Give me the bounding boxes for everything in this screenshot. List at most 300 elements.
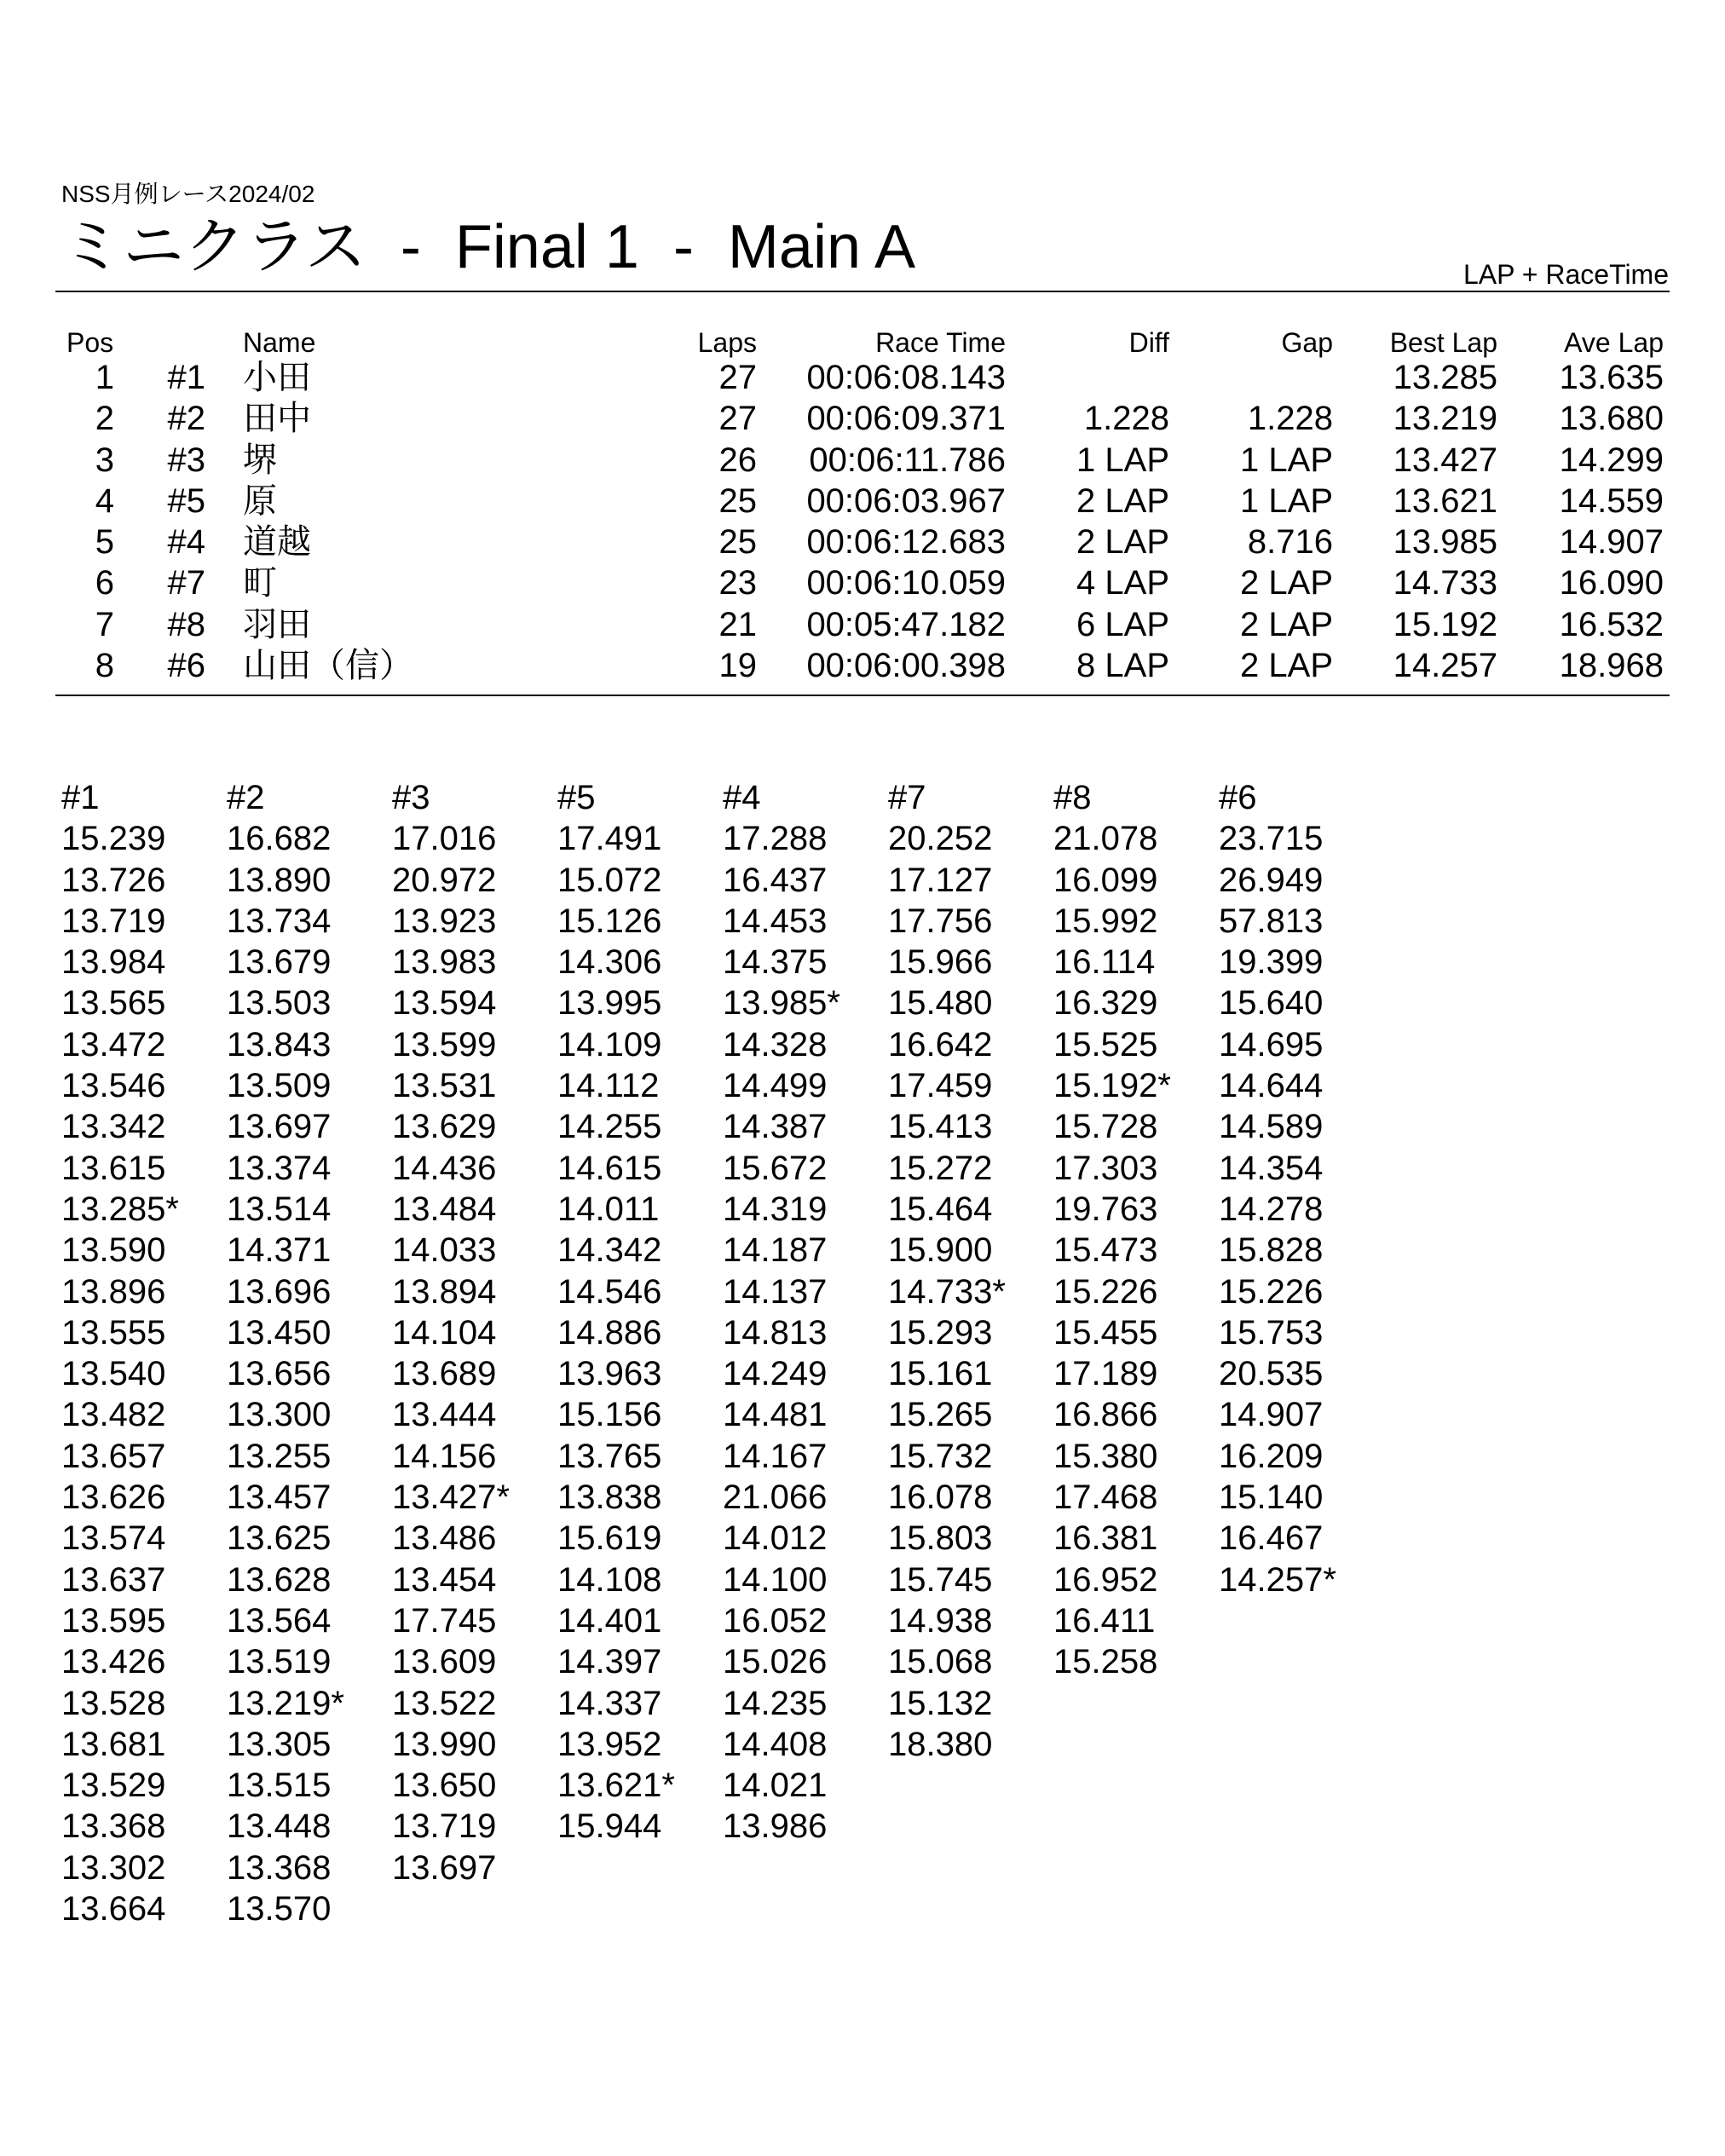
lap-time-cell: 16.642 xyxy=(888,1025,993,1064)
lap-time-cell: 13.546 xyxy=(61,1067,166,1105)
lap-time-cell: 15.272 xyxy=(888,1149,993,1187)
lap-time-cell: 13.890 xyxy=(227,861,332,899)
page-title: ミニクラス - Final 1 - Main A xyxy=(61,213,916,281)
row-best-lap: 14.257 xyxy=(1393,647,1497,685)
lap-time-cell: 13.509 xyxy=(227,1067,332,1105)
lap-time-cell: 14.354 xyxy=(1219,1149,1324,1187)
row-best-lap: 13.219 xyxy=(1393,400,1497,438)
table-row xyxy=(0,645,1725,686)
row-car-number: #6 xyxy=(167,647,205,685)
lap-time-cell: 14.401 xyxy=(557,1601,662,1640)
lap-time-cell: 14.235 xyxy=(723,1684,828,1722)
lap-time-cell: 13.529 xyxy=(61,1767,166,1805)
lap-time-cell: 13.896 xyxy=(61,1272,166,1311)
lap-time-cell: 13.514 xyxy=(227,1190,332,1228)
lap-time-cell: 15.380 xyxy=(1053,1437,1158,1475)
lap-time-cell: 14.342 xyxy=(557,1231,662,1270)
lap-column xyxy=(557,777,723,1929)
lap-time-cell: 13.427* xyxy=(392,1479,510,1517)
lap-time-cell: 14.387 xyxy=(723,1108,828,1146)
lap-time-cell: 13.983 xyxy=(392,943,497,982)
lap-time-cell: 13.637 xyxy=(61,1560,166,1599)
lap-time-cell: 15.525 xyxy=(1053,1025,1158,1064)
lap-time-cell: 14.733* xyxy=(888,1272,1006,1311)
lap-time-cell: 13.838 xyxy=(557,1479,662,1517)
lap-time-cell: 15.126 xyxy=(557,902,662,940)
lap-time-cell: 14.644 xyxy=(1219,1067,1324,1105)
lap-time-cell: 13.305 xyxy=(227,1725,332,1763)
lap-time-cell: 14.021 xyxy=(723,1767,828,1805)
lap-time-cell: 13.374 xyxy=(227,1149,332,1187)
lap-time-cell: 14.375 xyxy=(723,943,828,982)
lap-time-cell: 14.436 xyxy=(392,1149,497,1187)
row-driver-name: 田中 xyxy=(243,400,311,438)
lap-time-cell: 15.728 xyxy=(1053,1108,1158,1146)
lap-time-cell: 16.052 xyxy=(723,1601,828,1640)
lap-time-cell: 17.288 xyxy=(723,820,828,858)
event-subtitle: NSS月例レース2024/02 xyxy=(61,181,315,207)
lap-time-cell: 15.161 xyxy=(888,1355,993,1393)
lap-time-cell: 13.595 xyxy=(61,1601,166,1640)
lap-time-cell: 20.252 xyxy=(888,820,993,858)
col-diff-header: Diff xyxy=(1128,327,1169,358)
lap-time-cell: 14.167 xyxy=(723,1437,828,1475)
lap-column xyxy=(888,777,1053,1929)
row-ave-lap: 14.299 xyxy=(1559,441,1664,479)
row-pos: 6 xyxy=(95,564,114,602)
lap-time-cell: 13.726 xyxy=(61,861,166,899)
lap-time-cell: 15.992 xyxy=(1053,902,1158,940)
lap-time-cell: 13.531 xyxy=(392,1067,497,1105)
lap-time-cell: 13.564 xyxy=(227,1601,332,1640)
row-race-time: 00:06:09.371 xyxy=(806,400,1006,438)
lap-time-cell: 15.619 xyxy=(557,1519,662,1558)
lap-time-cell: 14.938 xyxy=(888,1601,993,1640)
lap-time-cell: 13.679 xyxy=(227,943,332,982)
row-laps: 25 xyxy=(718,481,757,520)
lap-column xyxy=(1219,777,1384,1929)
row-driver-name: 山田（信） xyxy=(243,647,413,685)
lap-column-header: #5 xyxy=(557,779,596,816)
lap-time-cell: 13.719 xyxy=(392,1807,497,1846)
lap-time-cell: 13.482 xyxy=(61,1396,166,1434)
lap-time-cell: 13.657 xyxy=(61,1437,166,1475)
lap-time-cell: 15.068 xyxy=(888,1643,993,1681)
lap-time-cell: 13.503 xyxy=(227,984,332,1023)
lap-time-cell: 14.371 xyxy=(227,1231,332,1270)
col-ave-lap-header: Ave Lap xyxy=(1564,327,1664,358)
col-name-header: Name xyxy=(243,327,316,358)
lap-column-header: #6 xyxy=(1219,779,1257,816)
col-gap-header: Gap xyxy=(1281,327,1333,358)
lap-time-cell: 16.099 xyxy=(1053,861,1158,899)
results-table-header xyxy=(0,326,1725,360)
lap-time-cell: 14.278 xyxy=(1219,1190,1324,1228)
lap-time-cell: 13.594 xyxy=(392,984,497,1023)
lap-time-cell: 14.112 xyxy=(557,1067,660,1105)
lap-time-cell: 13.697 xyxy=(227,1108,332,1146)
lap-time-cell: 14.108 xyxy=(557,1560,662,1599)
lap-time-cell: 14.907 xyxy=(1219,1396,1324,1434)
lap-column-header: #4 xyxy=(723,779,761,816)
lap-time-cell: 13.923 xyxy=(392,902,497,940)
lap-time-cell: 13.454 xyxy=(392,1560,497,1599)
lap-time-cell: 13.689 xyxy=(392,1355,497,1393)
lap-time-cell: 14.499 xyxy=(723,1067,828,1105)
col-pos-header: Pos xyxy=(66,327,114,358)
lap-time-cell: 15.140 xyxy=(1219,1479,1324,1517)
lap-column xyxy=(227,777,392,1929)
row-best-lap: 14.733 xyxy=(1393,564,1497,602)
lap-time-cell: 16.078 xyxy=(888,1479,993,1517)
lap-time-cell: 17.756 xyxy=(888,902,993,940)
row-gap: 2 LAP xyxy=(1240,647,1333,685)
lap-column-header: #7 xyxy=(888,779,926,816)
lap-time-cell: 13.734 xyxy=(227,902,332,940)
lap-time-cell: 15.803 xyxy=(888,1519,993,1558)
lap-time-cell: 13.995 xyxy=(557,984,662,1023)
lap-time-cell: 16.329 xyxy=(1053,984,1158,1023)
row-pos: 4 xyxy=(95,481,114,520)
lap-time-cell: 13.302 xyxy=(61,1848,166,1887)
lap-time-cell: 19.399 xyxy=(1219,943,1324,982)
lap-time-cell: 16.437 xyxy=(723,861,828,899)
lap-time-cell: 13.621* xyxy=(557,1767,675,1805)
lap-time-cell: 23.715 xyxy=(1219,820,1324,858)
row-race-time: 00:06:12.683 xyxy=(806,523,1006,562)
row-diff: 1.228 xyxy=(1083,400,1169,438)
row-best-lap: 13.285 xyxy=(1393,359,1497,396)
row-diff: 4 LAP xyxy=(1076,564,1169,602)
table-row xyxy=(0,562,1725,603)
lap-time-cell: 13.255 xyxy=(227,1437,332,1475)
lap-time-cell: 13.574 xyxy=(61,1519,166,1558)
lap-time-cell: 14.481 xyxy=(723,1396,828,1434)
lap-time-cell: 13.894 xyxy=(392,1272,497,1311)
lap-time-cell: 13.629 xyxy=(392,1108,497,1146)
row-race-time: 00:06:03.967 xyxy=(806,481,1006,520)
row-diff: 2 LAP xyxy=(1076,481,1169,520)
lap-time-cell: 15.455 xyxy=(1053,1313,1158,1352)
lap-time-cell: 26.949 xyxy=(1219,861,1324,899)
lap-time-cell: 13.628 xyxy=(227,1560,332,1599)
row-race-time: 00:06:00.398 xyxy=(806,647,1006,685)
lap-time-cell: 15.828 xyxy=(1219,1231,1324,1270)
lap-time-cell: 13.697 xyxy=(392,1848,497,1887)
header-divider xyxy=(55,291,1670,292)
results-divider xyxy=(55,695,1670,696)
table-row xyxy=(0,440,1725,481)
lap-time-cell: 15.265 xyxy=(888,1396,993,1434)
lap-time-cell: 17.127 xyxy=(888,861,993,899)
lap-time-cell: 13.985* xyxy=(723,984,840,1023)
row-race-time: 00:06:11.786 xyxy=(809,441,1006,479)
row-car-number: #3 xyxy=(167,441,205,479)
lap-time-cell: 15.464 xyxy=(888,1190,993,1228)
lap-time-cell: 13.522 xyxy=(392,1684,497,1722)
col-race-time-header: Race Time xyxy=(875,327,1006,358)
row-driver-name: 堺 xyxy=(243,441,277,479)
lap-time-cell: 14.249 xyxy=(723,1355,828,1393)
lap-time-cell: 15.966 xyxy=(888,943,993,982)
lap-time-cell: 15.672 xyxy=(723,1149,828,1187)
table-row xyxy=(0,522,1725,562)
lap-time-cell: 13.528 xyxy=(61,1684,166,1722)
lap-time-cell: 14.813 xyxy=(723,1313,828,1352)
lap-time-cell: 15.732 xyxy=(888,1437,993,1475)
row-driver-name: 羽田 xyxy=(243,605,311,643)
lap-time-cell: 13.626 xyxy=(61,1479,166,1517)
row-car-number: #8 xyxy=(167,605,205,643)
row-car-number: #1 xyxy=(167,359,205,396)
row-best-lap: 13.621 xyxy=(1393,481,1497,520)
lap-time-cell: 17.303 xyxy=(1053,1149,1158,1187)
row-ave-lap: 14.907 xyxy=(1559,523,1664,562)
lap-column xyxy=(723,777,888,1929)
lap-time-cell: 14.337 xyxy=(557,1684,662,1722)
results-table-body xyxy=(0,357,1725,686)
lap-time-cell: 14.255 xyxy=(557,1108,662,1146)
row-diff: 6 LAP xyxy=(1076,605,1169,643)
row-laps: 25 xyxy=(718,523,757,562)
lap-time-cell: 14.137 xyxy=(723,1272,828,1311)
lap-time-cell: 13.664 xyxy=(61,1890,166,1928)
lap-time-cell: 13.565 xyxy=(61,984,166,1023)
row-car-number: #7 xyxy=(167,564,205,602)
lap-time-cell: 13.444 xyxy=(392,1396,497,1434)
lap-time-cell: 15.753 xyxy=(1219,1313,1324,1352)
lap-time-cell: 17.491 xyxy=(557,820,662,858)
lap-time-cell: 15.480 xyxy=(888,984,993,1023)
lap-time-cell: 17.189 xyxy=(1053,1355,1158,1393)
lap-time-cell: 14.011 xyxy=(557,1190,660,1228)
row-pos: 7 xyxy=(95,605,114,643)
lap-time-cell: 15.473 xyxy=(1053,1231,1158,1270)
lap-time-cell: 13.486 xyxy=(392,1519,497,1558)
row-pos: 8 xyxy=(95,647,114,685)
row-driver-name: 道越 xyxy=(243,523,311,562)
lap-time-cell: 15.900 xyxy=(888,1231,993,1270)
lap-time-cell: 14.589 xyxy=(1219,1108,1324,1146)
lap-time-cell: 14.109 xyxy=(557,1025,662,1064)
lap-time-cell: 13.472 xyxy=(61,1025,166,1064)
lap-time-cell: 13.570 xyxy=(227,1890,332,1928)
row-ave-lap: 16.532 xyxy=(1559,605,1664,643)
lap-time-cell: 13.615 xyxy=(61,1149,166,1187)
lap-time-cell: 15.745 xyxy=(888,1560,993,1599)
lap-time-cell: 13.990 xyxy=(392,1725,497,1763)
lap-time-cell: 13.219* xyxy=(227,1684,344,1722)
lap-time-cell: 16.114 xyxy=(1053,943,1156,982)
lap-time-cell: 15.258 xyxy=(1053,1643,1158,1681)
row-race-time: 00:06:08.143 xyxy=(806,359,1006,396)
lap-time-cell: 15.226 xyxy=(1053,1272,1158,1311)
row-gap: 1 LAP xyxy=(1240,441,1333,479)
lap-time-cell: 13.448 xyxy=(227,1807,332,1846)
lap-time-cell: 20.972 xyxy=(392,861,497,899)
row-diff: 1 LAP xyxy=(1076,441,1169,479)
row-diff: 2 LAP xyxy=(1076,523,1169,562)
lap-time-cell: 17.459 xyxy=(888,1067,993,1105)
row-laps: 26 xyxy=(718,441,757,479)
lap-column xyxy=(392,777,557,1929)
lap-time-cell: 13.963 xyxy=(557,1355,662,1393)
lap-time-cell: 13.555 xyxy=(61,1313,166,1352)
lap-time-cell: 13.650 xyxy=(392,1767,497,1805)
row-best-lap: 13.427 xyxy=(1393,441,1497,479)
lap-time-cell: 14.397 xyxy=(557,1643,662,1681)
row-pos: 2 xyxy=(95,400,114,438)
lap-time-cell: 14.033 xyxy=(392,1231,497,1270)
lap-time-cell: 14.408 xyxy=(723,1725,828,1763)
lap-times-grid xyxy=(61,777,1384,1929)
lap-time-cell: 14.012 xyxy=(723,1519,828,1558)
lap-time-cell: 13.681 xyxy=(61,1725,166,1763)
col-laps-header: Laps xyxy=(697,327,757,358)
lap-time-cell: 17.745 xyxy=(392,1601,497,1640)
lap-time-cell: 13.540 xyxy=(61,1355,166,1393)
lap-time-cell: 17.468 xyxy=(1053,1479,1158,1517)
lap-time-cell: 13.952 xyxy=(557,1725,662,1763)
row-gap: 2 LAP xyxy=(1240,564,1333,602)
row-diff: 8 LAP xyxy=(1076,647,1169,685)
lap-column xyxy=(61,777,227,1929)
row-driver-name: 小田 xyxy=(243,359,311,396)
lap-time-cell: 15.293 xyxy=(888,1313,993,1352)
lap-time-cell: 13.843 xyxy=(227,1025,332,1064)
lap-time-cell: 15.072 xyxy=(557,861,662,899)
table-row xyxy=(0,357,1725,398)
lap-time-cell: 15.192* xyxy=(1053,1067,1171,1105)
lap-time-cell: 13.599 xyxy=(392,1025,497,1064)
row-ave-lap: 14.559 xyxy=(1559,481,1664,520)
lap-time-cell: 18.380 xyxy=(888,1725,993,1763)
row-ave-lap: 13.635 xyxy=(1559,359,1664,396)
row-gap: 8.716 xyxy=(1247,523,1333,562)
row-driver-name: 原 xyxy=(243,481,277,520)
lap-time-cell: 13.609 xyxy=(392,1643,497,1681)
lap-time-cell: 16.467 xyxy=(1219,1519,1324,1558)
lap-time-cell: 13.696 xyxy=(227,1272,332,1311)
lap-time-cell: 15.239 xyxy=(61,820,166,858)
lap-time-cell: 16.381 xyxy=(1053,1519,1158,1558)
row-race-time: 00:06:10.059 xyxy=(806,564,1006,602)
row-laps: 23 xyxy=(718,564,757,602)
row-car-number: #4 xyxy=(167,523,205,562)
lap-time-cell: 14.306 xyxy=(557,943,662,982)
row-ave-lap: 18.968 xyxy=(1559,647,1664,685)
lap-time-cell: 16.952 xyxy=(1053,1560,1158,1599)
row-car-number: #5 xyxy=(167,481,205,520)
row-driver-name: 町 xyxy=(243,564,277,602)
row-gap: 1 LAP xyxy=(1240,481,1333,520)
lap-column-header: #2 xyxy=(227,779,265,816)
lap-time-cell: 13.719 xyxy=(61,902,166,940)
lap-time-cell: 13.765 xyxy=(557,1437,662,1475)
table-row xyxy=(0,398,1725,439)
row-pos: 1 xyxy=(95,359,114,396)
lap-time-cell: 14.100 xyxy=(723,1560,828,1599)
lap-time-cell: 17.016 xyxy=(392,820,497,858)
lap-time-cell: 14.695 xyxy=(1219,1025,1324,1064)
row-ave-lap: 13.680 xyxy=(1559,400,1664,438)
lap-time-cell: 15.226 xyxy=(1219,1272,1324,1311)
lap-time-cell: 13.484 xyxy=(392,1190,497,1228)
row-laps: 19 xyxy=(718,647,757,685)
lap-time-cell: 57.813 xyxy=(1219,902,1324,940)
lap-time-cell: 14.104 xyxy=(392,1313,497,1352)
lap-time-cell: 13.450 xyxy=(227,1313,332,1352)
row-best-lap: 13.985 xyxy=(1393,523,1497,562)
lap-time-cell: 15.640 xyxy=(1219,984,1324,1023)
lap-time-cell: 13.285* xyxy=(61,1190,179,1228)
lap-time-cell: 13.368 xyxy=(61,1807,166,1846)
lap-time-cell: 16.866 xyxy=(1053,1396,1158,1434)
lap-time-cell: 16.682 xyxy=(227,820,332,858)
lap-time-cell: 13.984 xyxy=(61,943,166,982)
lap-time-cell: 14.546 xyxy=(557,1272,662,1311)
lap-time-cell: 15.026 xyxy=(723,1643,828,1681)
lap-time-cell: 16.411 xyxy=(1053,1601,1156,1640)
table-row xyxy=(0,604,1725,645)
lap-time-cell: 13.368 xyxy=(227,1848,332,1887)
lap-time-cell: 21.078 xyxy=(1053,820,1158,858)
lap-time-cell: 13.986 xyxy=(723,1807,828,1846)
lap-column-header: #1 xyxy=(61,779,100,816)
row-ave-lap: 16.090 xyxy=(1559,564,1664,602)
timing-mode-label: LAP + RaceTime xyxy=(1463,259,1669,290)
lap-time-cell: 14.187 xyxy=(723,1231,828,1270)
lap-time-cell: 14.257* xyxy=(1219,1560,1336,1599)
lap-time-cell: 13.625 xyxy=(227,1519,332,1558)
row-car-number: #2 xyxy=(167,400,205,438)
lap-time-cell: 13.300 xyxy=(227,1396,332,1434)
row-pos: 5 xyxy=(95,523,114,562)
lap-time-cell: 14.156 xyxy=(392,1437,497,1475)
lap-time-cell: 14.319 xyxy=(723,1190,828,1228)
lap-column-header: #8 xyxy=(1053,779,1092,816)
lap-time-cell: 15.156 xyxy=(557,1396,662,1434)
lap-column xyxy=(1053,777,1219,1929)
lap-time-cell: 13.426 xyxy=(61,1643,166,1681)
lap-time-cell: 15.132 xyxy=(888,1684,993,1722)
lap-time-cell: 16.209 xyxy=(1219,1437,1324,1475)
lap-time-cell: 14.328 xyxy=(723,1025,828,1064)
lap-time-cell: 14.615 xyxy=(557,1149,662,1187)
lap-time-cell: 21.066 xyxy=(723,1479,828,1517)
row-race-time: 00:05:47.182 xyxy=(806,605,1006,643)
lap-time-cell: 13.519 xyxy=(227,1643,332,1681)
lap-time-cell: 13.457 xyxy=(227,1479,332,1517)
lap-time-cell: 13.515 xyxy=(227,1767,332,1805)
row-laps: 27 xyxy=(718,359,757,396)
row-laps: 27 xyxy=(718,400,757,438)
lap-time-cell: 15.944 xyxy=(557,1807,662,1846)
row-laps: 21 xyxy=(718,605,757,643)
row-best-lap: 15.192 xyxy=(1393,605,1497,643)
lap-time-cell: 13.590 xyxy=(61,1231,166,1270)
lap-time-cell: 19.763 xyxy=(1053,1190,1158,1228)
row-pos: 3 xyxy=(95,441,114,479)
lap-time-cell: 14.886 xyxy=(557,1313,662,1352)
table-row xyxy=(0,481,1725,522)
lap-time-cell: 15.413 xyxy=(888,1108,993,1146)
lap-time-cell: 20.535 xyxy=(1219,1355,1324,1393)
row-gap: 1.228 xyxy=(1247,400,1333,438)
lap-time-cell: 13.342 xyxy=(61,1108,166,1146)
col-best-lap-header: Best Lap xyxy=(1389,327,1497,358)
row-gap: 2 LAP xyxy=(1240,605,1333,643)
